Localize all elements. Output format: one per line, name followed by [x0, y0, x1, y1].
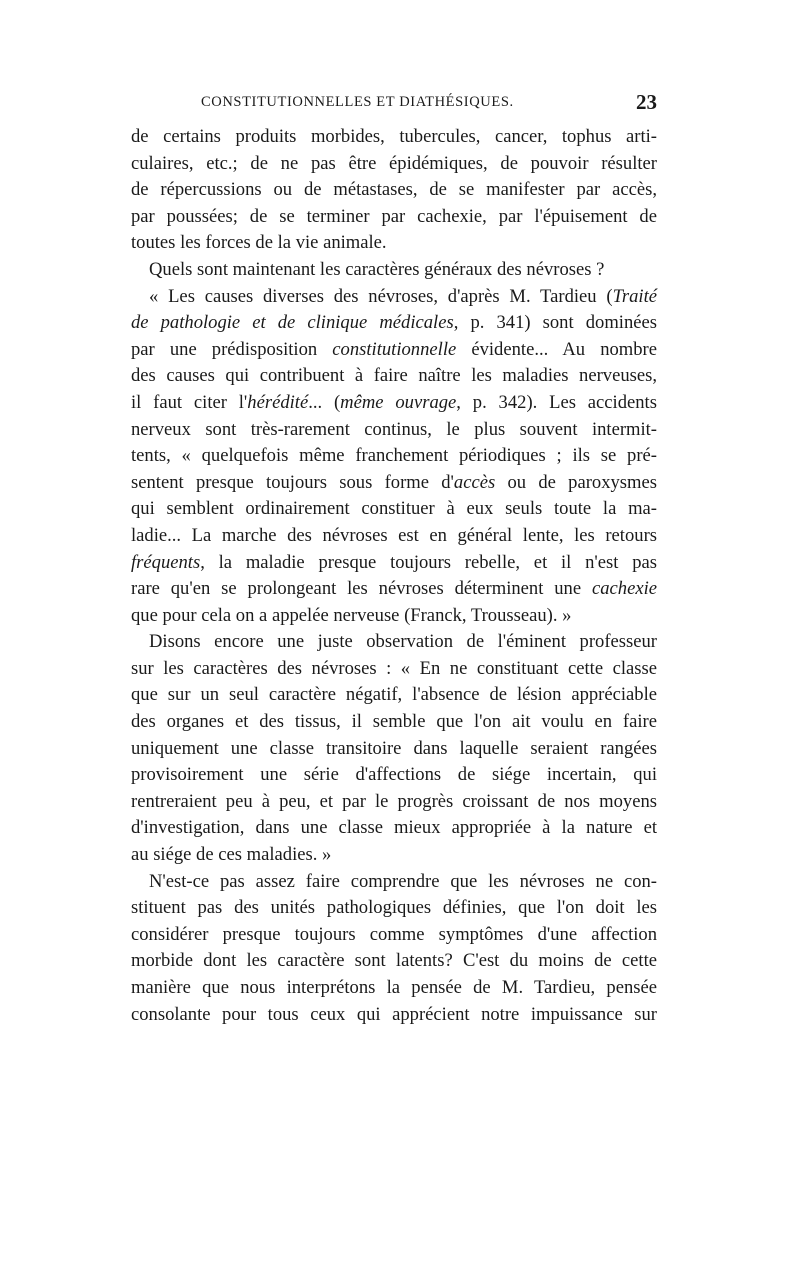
text-line — [131, 629, 657, 656]
text-segment: au siége de ces maladies. » — [131, 844, 332, 866]
text-line — [131, 576, 657, 603]
text-line — [131, 523, 657, 550]
text-segment: rentreraient peu à peu, et par le progrès croissant de nos moyens — [131, 790, 657, 812]
text-line — [131, 762, 657, 789]
italic-text: constitutionnelle — [332, 338, 457, 360]
italic-text: hérédité — [247, 391, 309, 413]
text-segment: des organes et des tissus, il semble que l'on ait voulu en faire — [131, 711, 657, 733]
text-line — [131, 550, 657, 577]
page-number: 23 — [636, 90, 657, 114]
text-segment: que pour cela on a appelée nerveuse (Franck, Trousseau). » — [131, 604, 572, 626]
italic-text: de pathologie et de clinique médicales — [131, 312, 454, 334]
text-segment: ladie... La marche des névroses est en général lente, les retours — [131, 524, 657, 546]
text-segment: provisoirement une série d'affections de siége incertain, qui — [131, 764, 657, 786]
text-segment: rare qu'en se prolongeant les névroses déterminent une — [131, 578, 592, 600]
text-segment: ... ( — [308, 391, 341, 413]
text-segment: « Les causes diverses des névroses, d'après M. Tardieu ( — [149, 285, 613, 307]
text-line — [131, 922, 657, 949]
text-segment: évidente... Au nombre — [456, 338, 657, 360]
text-line — [131, 789, 657, 816]
text-line — [131, 284, 657, 311]
text-segment: de certains produits morbides, tubercules, cancer, tophus arti- — [131, 126, 657, 147]
text-segment: N'est-ce pas assez faire comprendre que les névroses ne con- — [149, 870, 657, 892]
text-line — [131, 417, 657, 444]
text-line — [131, 151, 657, 178]
text-line — [131, 204, 657, 231]
text-segment: Quels sont maintenant les caractères généraux des névroses ? — [149, 258, 605, 280]
text-segment: culaires, etc.; de ne pas être épidémiques, de pouvoir résulter — [131, 152, 657, 174]
text-line — [131, 603, 657, 630]
text-segment: par une prédisposition — [131, 338, 333, 360]
text-line — [131, 815, 657, 842]
text-segment: nerveux sont très-rarement continus, le plus souvent intermit- — [131, 418, 657, 440]
text-segment: de répercussions ou de métastases, de se manifester par accès, — [131, 179, 657, 201]
text-segment: , p. 341) sont dominées — [453, 312, 657, 334]
text-segment: sentent presque toujours sous forme d' — [131, 471, 454, 493]
text-segment: morbide dont les caractère sont latents? C'est du moins de cette — [131, 950, 657, 972]
text-line — [131, 310, 657, 337]
text-line — [131, 363, 657, 390]
text-line — [131, 257, 657, 284]
text-segment: , la maladie presque toujours rebelle, et il n'est pas — [200, 551, 657, 573]
text-line — [131, 975, 657, 1002]
italic-text: Traité — [612, 285, 657, 307]
text-segment: par poussées; de se terminer par cachexie, par l'épuisement de — [131, 205, 657, 227]
text-line — [131, 709, 657, 736]
text-segment: qui semblent ordinairement constituer à eux seuls toute la ma- — [131, 498, 657, 520]
text-segment: Disons encore une juste observation de l'éminent professeur — [149, 631, 657, 653]
text-segment: manière que nous interprétons la pensée de M. Tardieu, pensée — [131, 977, 657, 998]
text-line — [131, 230, 657, 257]
text-line — [131, 177, 657, 204]
text-line — [131, 470, 657, 497]
text-line — [131, 869, 657, 896]
running-title: CONSTITUTIONNELLES ET DIATHÉSIQUES. — [201, 94, 514, 110]
text-segment: que sur un seul caractère négatif, l'absence de lésion appréciable — [131, 684, 657, 706]
text-line — [131, 948, 657, 975]
text-segment: il faut citer l' — [131, 391, 248, 413]
text-segment: considérer presque toujours comme symptômes d'une affection — [131, 923, 657, 945]
text-line — [131, 124, 657, 151]
text-segment: , p. 342). Les accidents — [456, 391, 657, 413]
text-line — [131, 443, 657, 470]
text-segment: stituent pas des unités pathologiques définies, que l'on doit les — [131, 897, 657, 919]
text-line — [131, 390, 657, 417]
italic-text: même ouvrage — [340, 391, 457, 413]
text-line — [131, 682, 657, 709]
italic-text: fréquents — [131, 551, 201, 573]
text-line — [131, 337, 657, 364]
text-segment: d'investigation, dans une classe mieux appropriée à la nature et — [131, 817, 657, 839]
running-head — [131, 90, 657, 118]
text-segment: sur les caractères des névroses : « En ne constituant cette classe — [131, 657, 657, 679]
text-line — [131, 496, 657, 523]
text-segment: ou de paroxysmes — [495, 471, 657, 493]
text-segment: consolante pour tous ceux qui apprécient notre impuissance sur — [131, 1003, 657, 1025]
text-segment: uniquement une classe transitoire dans laquelle seraient rangées — [131, 737, 657, 759]
text-segment: toutes les forces de la vie animale. — [131, 232, 387, 254]
text-line — [131, 656, 657, 683]
italic-text: accès — [453, 471, 496, 493]
body-text — [131, 124, 657, 1028]
text-line — [131, 1002, 657, 1029]
text-segment: tents, « quelquefois même franchement périodiques ; ils se pré- — [131, 445, 657, 467]
italic-text: cachexie — [591, 578, 657, 600]
text-segment: des causes qui contribuent à faire naître les maladies nerveuses, — [131, 365, 657, 387]
text-line — [131, 842, 657, 869]
text-line — [131, 736, 657, 763]
text-line — [131, 895, 657, 922]
